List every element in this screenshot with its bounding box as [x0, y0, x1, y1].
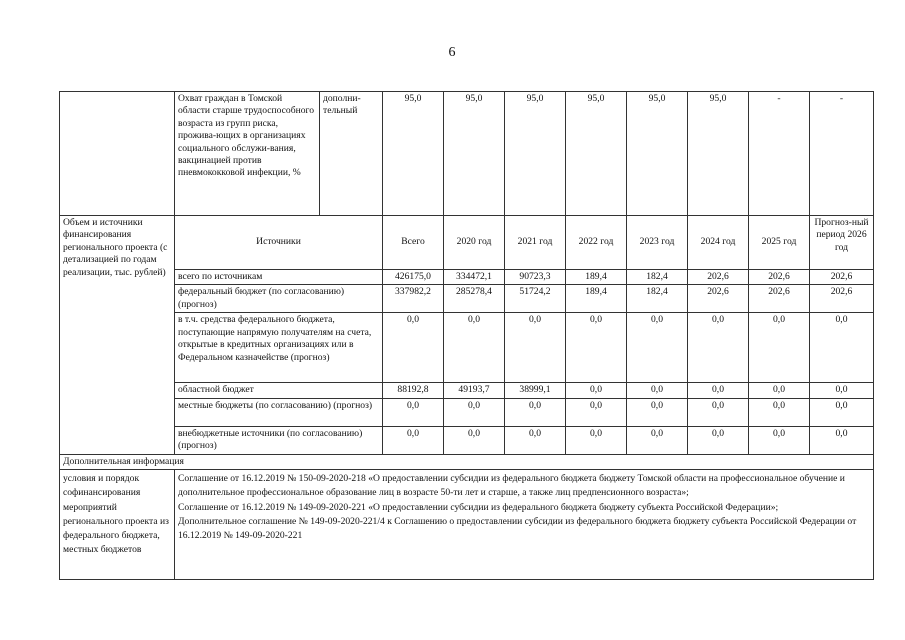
indicator-value: 95,0 — [688, 92, 749, 216]
amount: 0,0 — [444, 398, 505, 426]
amount: 0,0 — [505, 426, 566, 454]
amount: 182,4 — [627, 285, 688, 313]
indicator-name: Охват граждан в Томской области старше трудоспособного возраста из групп риска, прожива-ющих в организациях социального обслужи-вания, вакцинацией против пневмококковой инфекции, % — [175, 92, 320, 216]
amount: 0,0 — [566, 398, 627, 426]
amount: 0,0 — [688, 398, 749, 426]
indicator-value: - — [749, 92, 810, 216]
amount: 285278,4 — [444, 285, 505, 313]
amount: 0,0 — [627, 383, 688, 398]
page-number: 6 — [448, 45, 456, 60]
empty-cell — [60, 92, 175, 216]
indicator-value: 95,0 — [505, 92, 566, 216]
amount: 0,0 — [566, 383, 627, 398]
amount: 0,0 — [688, 383, 749, 398]
project-table — [59, 91, 874, 580]
header-year: 2024 год — [688, 216, 749, 270]
financing-row — [60, 285, 874, 313]
amount: 0,0 — [749, 383, 810, 398]
source-name: федеральный бюджет (по согласованию) (прогноз) — [175, 285, 383, 313]
conditions-label: условия и порядок софинансирования мероприятий регионального проекта из федерального бюджета, местных бюджетов — [60, 470, 175, 580]
amount: 0,0 — [444, 426, 505, 454]
amount: 0,0 — [383, 313, 444, 383]
header-total: Всего — [383, 216, 444, 270]
financing-row — [60, 398, 874, 426]
amount: 90723,3 — [505, 270, 566, 285]
amount: 0,0 — [383, 398, 444, 426]
amount: 0,0 — [627, 426, 688, 454]
header-forecast: Прогноз-ный период 2026 год — [810, 216, 874, 270]
amount: 0,0 — [688, 426, 749, 454]
amount: 202,6 — [749, 285, 810, 313]
indicator-value: - — [810, 92, 874, 216]
amount: 0,0 — [444, 313, 505, 383]
amount: 0,0 — [627, 398, 688, 426]
amount: 189,4 — [566, 285, 627, 313]
amount: 38999,1 — [505, 383, 566, 398]
financing-row — [60, 313, 874, 383]
amount: 202,6 — [810, 285, 874, 313]
financing-header-row — [60, 216, 874, 270]
amount: 0,0 — [749, 313, 810, 383]
amount: 51724,2 — [505, 285, 566, 313]
amount: 202,6 — [749, 270, 810, 285]
amount: 49193,7 — [444, 383, 505, 398]
indicator-row — [60, 92, 874, 216]
header-year: 2022 год — [566, 216, 627, 270]
header-year: 2023 год — [627, 216, 688, 270]
indicator-value: 95,0 — [627, 92, 688, 216]
additional-info-row — [60, 454, 874, 469]
amount: 0,0 — [810, 313, 874, 383]
header-year: 2020 год — [444, 216, 505, 270]
amount: 337982,2 — [383, 285, 444, 313]
amount: 0,0 — [749, 398, 810, 426]
source-name: в т.ч. средства федерального бюджета, поступающие напрямую получателям на счета, открытые в кредитных организациях или в Федеральном казначействе (прогноз) — [175, 313, 383, 383]
amount: 0,0 — [810, 426, 874, 454]
financing-label: Объем и источники финансирования регионального проекта (с детализацией по годам реализации, тыс. рублей) — [60, 216, 175, 455]
amount: 426175,0 — [383, 270, 444, 285]
source-name: областной бюджет — [175, 383, 383, 398]
amount: 0,0 — [566, 426, 627, 454]
amount: 0,0 — [566, 313, 627, 383]
header-year: 2021 год — [505, 216, 566, 270]
source-name: всего по источникам — [175, 270, 383, 285]
agreements-cell — [175, 470, 874, 580]
agreement-text: Соглашение от 16.12.2019 № 150-09-2020-218 «О предоставлении субсидии из федерального бюджета бюджету Томской области на профессиональное обучение и дополнительное профессиональное образование лиц в возрасте 50-ти лет и старше, а также лиц предпенсионного возраста»; — [178, 473, 845, 499]
amount: 0,0 — [688, 313, 749, 383]
source-name: внебюджетные источники (по согласованию) (прогноз) — [175, 426, 383, 454]
indicator-value: 95,0 — [383, 92, 444, 216]
amount: 334472,1 — [444, 270, 505, 285]
amount: 202,6 — [688, 285, 749, 313]
indicator-value: 95,0 — [444, 92, 505, 216]
amount: 182,4 — [627, 270, 688, 285]
conditions-row — [60, 470, 874, 580]
amount: 0,0 — [505, 398, 566, 426]
amount: 202,6 — [688, 270, 749, 285]
financing-row — [60, 383, 874, 398]
indicator-type: дополни-тельный — [320, 92, 383, 216]
financing-row — [60, 270, 874, 285]
amount: 0,0 — [810, 383, 874, 398]
source-name: местные бюджеты (по согласованию) (прогноз) — [175, 398, 383, 426]
amount: 189,4 — [566, 270, 627, 285]
amount: 0,0 — [627, 313, 688, 383]
amount: 88192,8 — [383, 383, 444, 398]
amount: 0,0 — [383, 426, 444, 454]
financing-row — [60, 426, 874, 454]
amount: 0,0 — [810, 398, 874, 426]
agreement-text: Дополнительное соглашение № 149-09-2020-221/4 к Соглашению о предоставлении субсидии из федерального бюджета бюджету субъекта Российской Федерации от 16.12.2019 № 149-09-2020-221 — [178, 515, 857, 542]
amount: 0,0 — [505, 313, 566, 383]
header-year: 2025 год — [749, 216, 810, 270]
agreement-text: Соглашение от 16.12.2019 № 149-09-2020-221 «О предоставлении субсидии из федерального бюджета бюджету субъекта Российской Федерации»; — [178, 501, 779, 513]
amount: 202,6 — [810, 270, 874, 285]
header-sources: Источники — [175, 216, 383, 270]
amount: 0,0 — [749, 426, 810, 454]
indicator-value: 95,0 — [566, 92, 627, 216]
additional-info-heading: Дополнительная информация — [60, 454, 874, 469]
